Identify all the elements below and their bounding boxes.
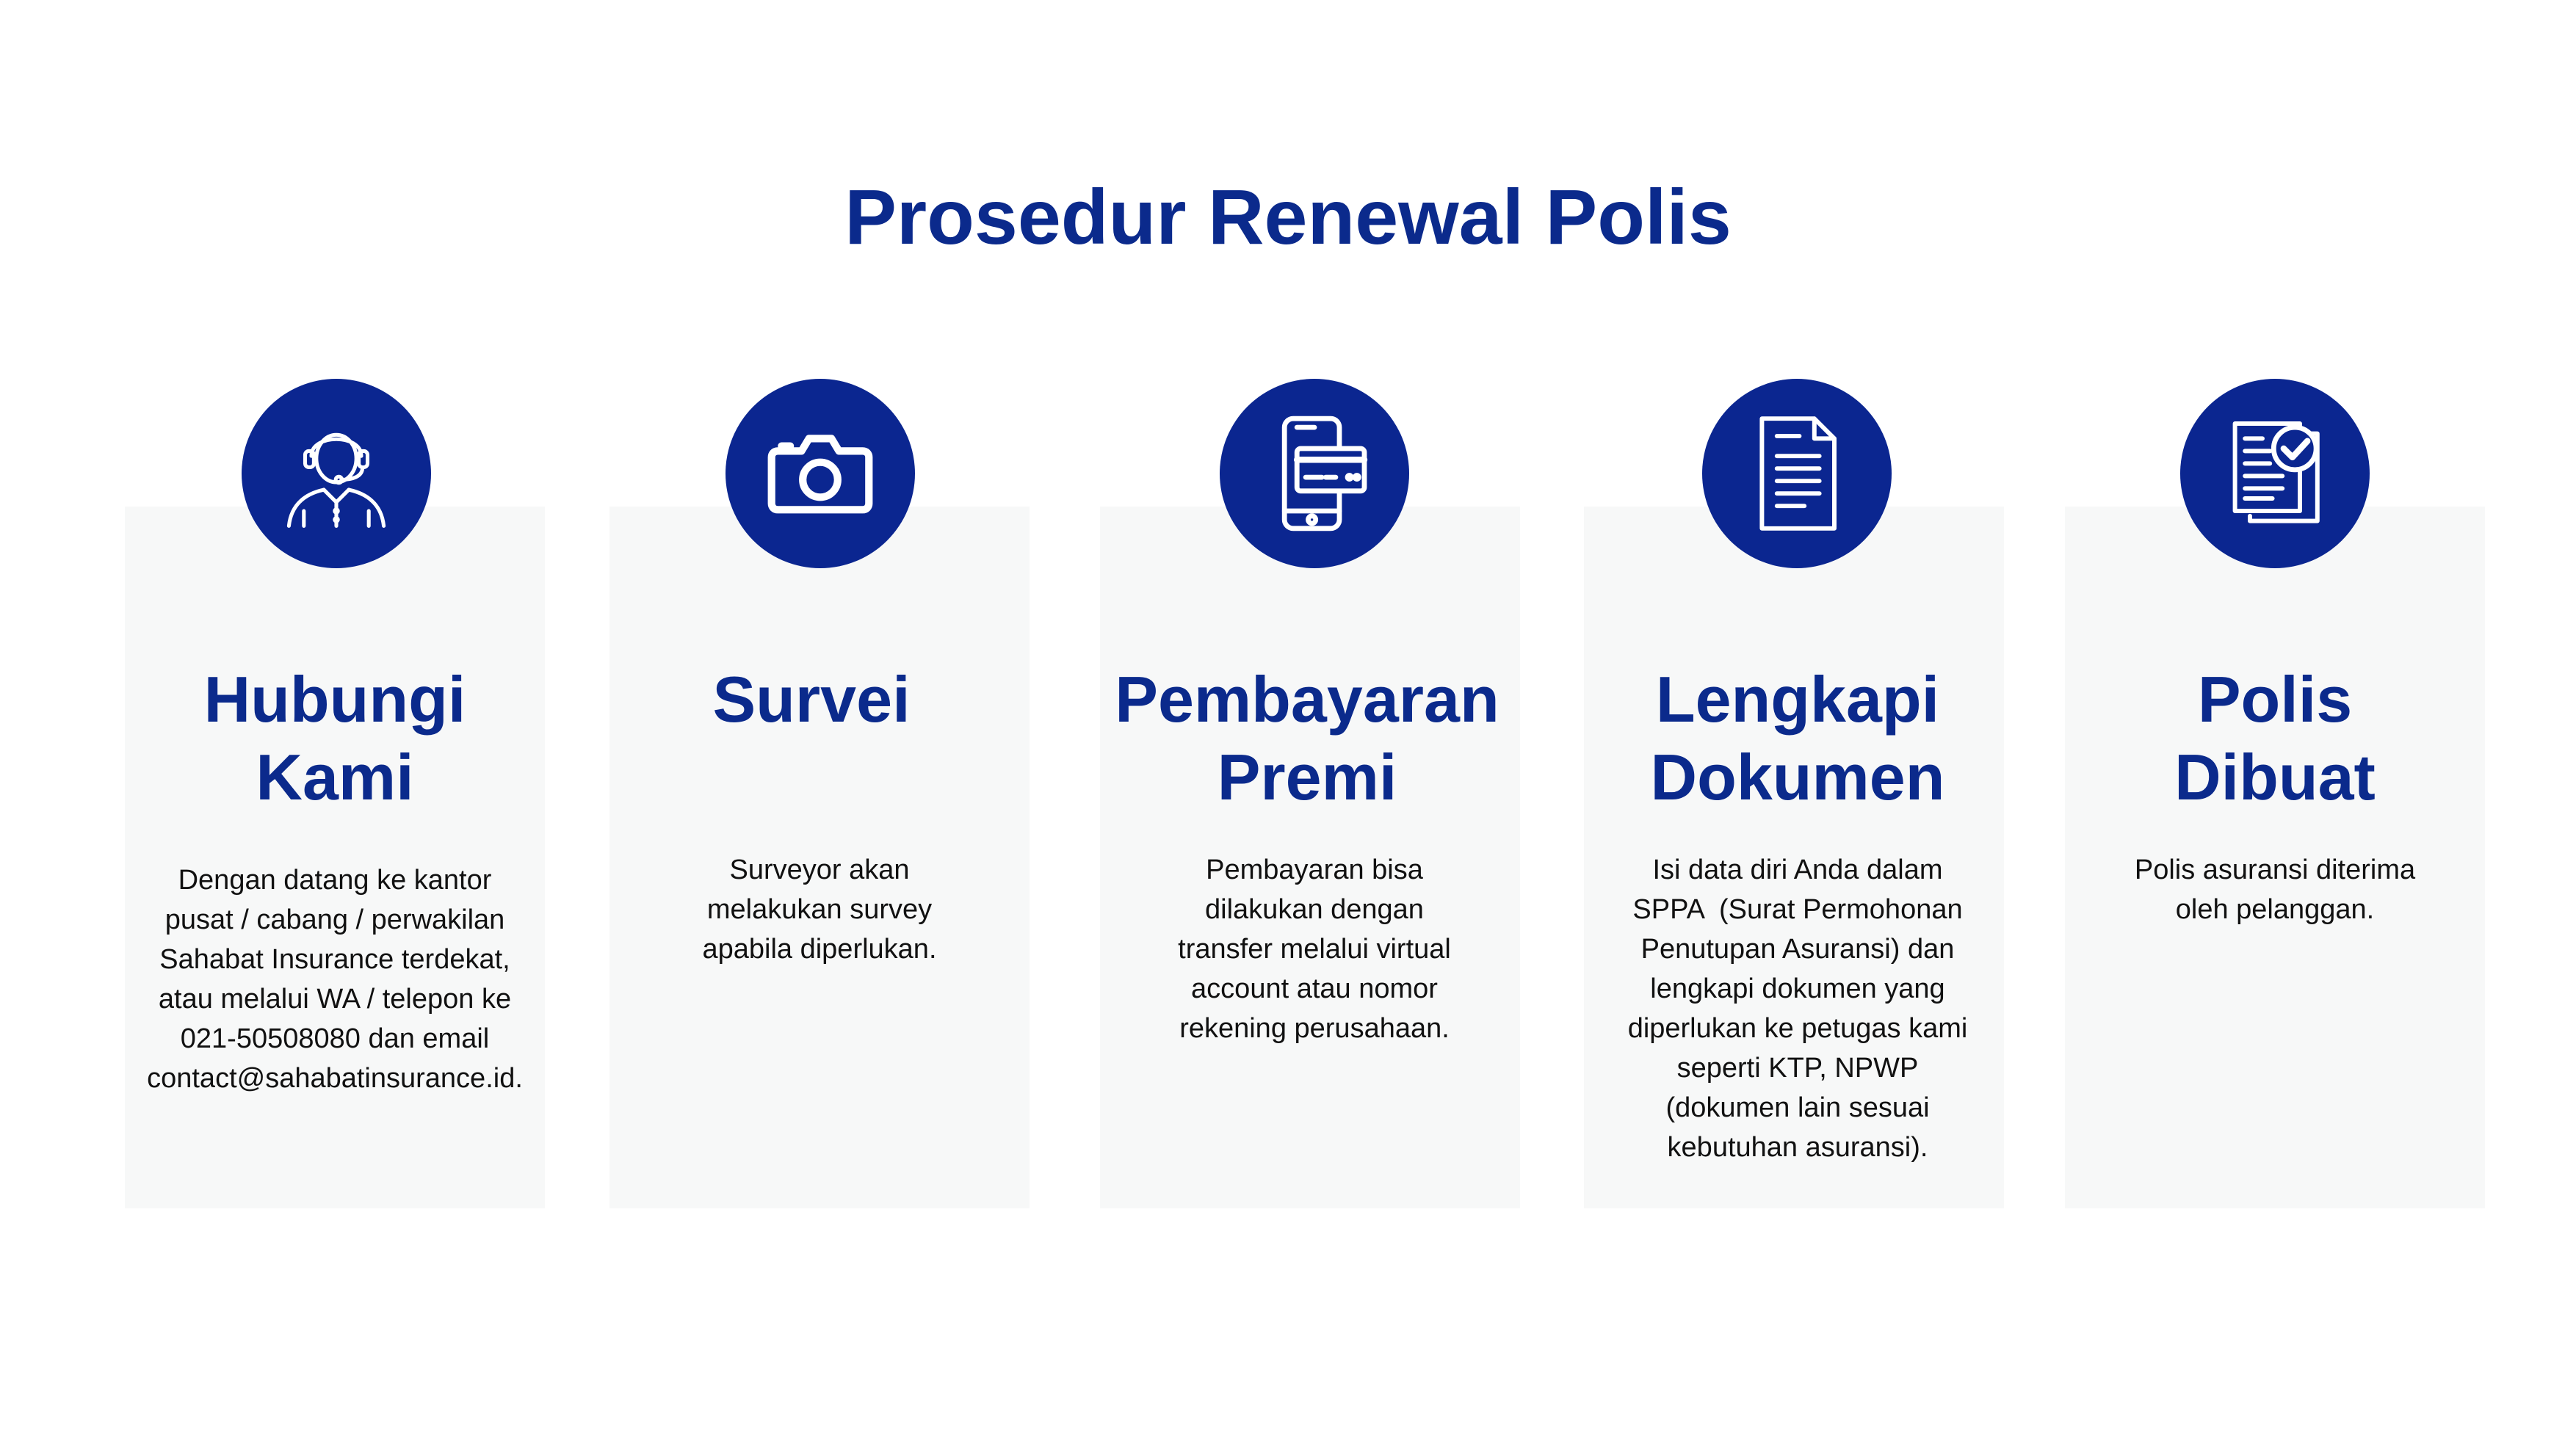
step-description bbox=[2084, 850, 2466, 929]
description-line: seperti KTP, NPWP bbox=[1676, 1053, 1919, 1084]
description-line: Surveyor akan bbox=[729, 855, 910, 885]
step-title-line: Premi bbox=[1217, 741, 1397, 813]
description-line: Penutupan Asuransi) dan bbox=[1640, 934, 1955, 965]
description-line: kebutuhan asuransi). bbox=[1667, 1132, 1928, 1163]
step-icon-circle bbox=[1702, 379, 1892, 568]
step-icon-circle bbox=[726, 379, 915, 568]
step-title-survei bbox=[598, 661, 1024, 739]
description-line: Pembayaran bisa bbox=[1206, 855, 1423, 885]
mobile-payment-card-icon bbox=[1252, 411, 1377, 536]
step-title-line: Lengkapi bbox=[1655, 663, 1940, 736]
step-title-polis-dibuat bbox=[2062, 661, 2488, 816]
description-line: pusat / cabang / perwakilan bbox=[164, 904, 505, 935]
approved-policy-document-icon bbox=[2213, 411, 2337, 536]
description-line: transfer melalui virtual bbox=[1178, 934, 1451, 965]
description-line: Polis asuransi diterima bbox=[2134, 855, 2416, 885]
description-line: Dengan datang ke kantor bbox=[178, 865, 492, 896]
step-card-hubungi-kami bbox=[125, 507, 545, 1208]
step-title-pembayaran-premi bbox=[1094, 661, 1520, 816]
description-line: Isi data diri Anda dalam bbox=[1652, 855, 1943, 885]
step-description bbox=[1607, 850, 1989, 1167]
step-title-line: Kami bbox=[256, 741, 414, 813]
step-description bbox=[144, 860, 526, 1098]
step-title-line: Survei bbox=[712, 663, 911, 736]
step-title-line: Polis bbox=[2197, 663, 2353, 736]
description-line: melakukan survey bbox=[706, 894, 933, 925]
customer-service-headset-icon bbox=[274, 411, 399, 536]
description-line: Sahabat Insurance terdekat, bbox=[159, 944, 510, 975]
document-icon bbox=[1734, 411, 1859, 536]
step-title-lengkapi-dokumen bbox=[1585, 661, 2011, 816]
step-description bbox=[1124, 850, 1505, 1048]
description-line: apabila diperlukan. bbox=[702, 934, 937, 965]
description-line: (dokumen lain sesuai bbox=[1665, 1092, 1930, 1123]
description-line: SPPA (Surat Permohonan bbox=[1632, 894, 1963, 925]
description-line: rekening perusahaan. bbox=[1179, 1013, 1450, 1044]
step-title-line: Dokumen bbox=[1650, 741, 1945, 813]
description-line: atau melalui WA / telepon ke bbox=[158, 984, 512, 1015]
step-icon-circle bbox=[1220, 379, 1409, 568]
step-title-line: Dibuat bbox=[2174, 741, 2376, 813]
camera-icon bbox=[758, 411, 883, 536]
description-line: oleh pelanggan. bbox=[2175, 894, 2375, 925]
description-line: contact@sahabatinsurance.id. bbox=[147, 1063, 523, 1094]
step-title-line: Hubungi bbox=[203, 663, 466, 736]
step-icon-circle bbox=[2180, 379, 2370, 568]
page-title: Prosedur Renewal Polis bbox=[844, 174, 1732, 261]
description-line: diperlukan ke petugas kami bbox=[1627, 1013, 1968, 1044]
description-line: dilakukan dengan bbox=[1205, 894, 1424, 925]
step-title-line: Pembayaran bbox=[1115, 663, 1499, 736]
description-line: 021-50508080 dan email bbox=[180, 1023, 490, 1054]
step-icon-circle bbox=[242, 379, 431, 568]
description-line: lengkapi dokumen yang bbox=[1650, 973, 1945, 1004]
step-title-hubungi-kami bbox=[122, 661, 548, 816]
step-description bbox=[629, 850, 1010, 969]
description-line: account atau nomor bbox=[1191, 973, 1438, 1004]
